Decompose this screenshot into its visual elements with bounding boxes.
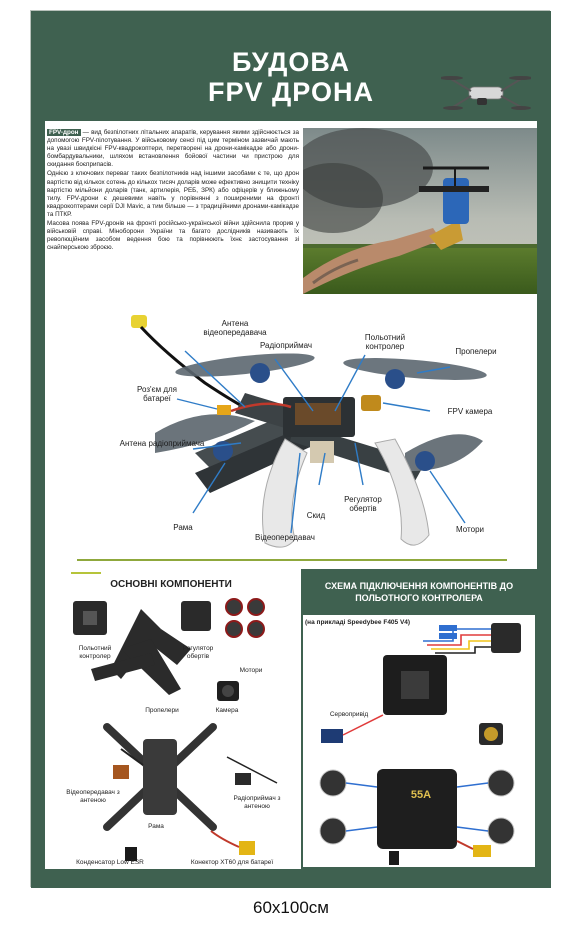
scheme-example: (на прикладі Speedybee F405 V4) [305, 619, 411, 626]
label-fpv-camera: FPV камера [447, 407, 493, 416]
intro-paragraph-3: Масова поява FPV-дронів на фронті російсько-української війни здійснила прорив у військовій справі. Міноборони України та багато дослідників називають їх революційним засобом ведення бою та порівнюють їхнє застосування зі снайперською зброєю. [47, 220, 299, 252]
components-panel [51, 569, 291, 869]
scheme-esc-brand: 55A [410, 789, 432, 801]
title-line-2: FPV ДРОНА [208, 77, 374, 107]
components-illustration [51, 569, 291, 869]
label-rx-antenna: Антена радіоприймача [119, 439, 205, 448]
label-vtx: Відеопередавач [255, 533, 315, 542]
mavic-drone-thumbnail [441, 65, 531, 119]
comp-capacitor: Конденсатор Low ESR [76, 859, 144, 866]
components-title: ОСНОВНІ КОМПОНЕНТИ [110, 579, 232, 590]
right-green-strip [537, 121, 551, 878]
scheme-servo: Сервопривід [329, 711, 369, 718]
bottom-green-band [31, 869, 551, 888]
label-battery-connector: Роз'єм для батареї [136, 385, 177, 403]
comp-esc: Регулятор обертів [182, 645, 214, 660]
comp-camera: Камера [215, 707, 239, 714]
esc-board [377, 769, 457, 849]
left-green-strip [31, 121, 45, 878]
wiring-diagram [303, 619, 535, 869]
label-skid: Скид [306, 511, 326, 520]
comp-vtx-antenna: Відеопередавач з антеною [66, 789, 120, 804]
label-esc: Регулятор обертів [344, 495, 382, 513]
fpv-drone-diagram [45, 303, 537, 561]
intro-highlight: FPV-дрон [49, 129, 79, 136]
label-receiver: Радіоприймач [259, 341, 313, 350]
label-vtx-antenna: Антена відеопередавача [203, 319, 267, 337]
label-frame: Рама [173, 523, 193, 532]
title-line-1: БУДОВА [231, 47, 351, 77]
intro-paragraph-1: — вид безпілотних літальних апаратів, керування якими здійснюється за допомогою FPV-пілотування. У військовому сенсі під цим терміном зазвичай мають на увазі швидкісні FPV-квадрокоптери, перетворені на дрони-камікадзе або дрони-бомбардувальники, шляхом встановлення бойової частини чи пристрою для скидання боєприпасів. [47, 129, 299, 169]
wiring-scheme-panel [301, 569, 537, 869]
drone-launch-photo [303, 128, 537, 294]
comp-propellers: Пропелери [145, 707, 179, 714]
scheme-title: СХЕМА ПІДКЛЮЧЕННЯ КОМПОНЕНТІВ ДО ПОЛЬОТНОГО КОНТРОЛЕРА [303, 571, 535, 615]
poster-board [30, 10, 550, 887]
comp-frame: Рама [148, 823, 164, 830]
label-propellers: Пропелери [455, 347, 497, 356]
intro-paragraph-2: Однією з ключових переваг таких безпілотників над іншими засобами є те, що дрон вартістю від кількох сотень до кількох тисяч доларів може ефективно знищити техніку вартістю мільйони доларів (танк, артилерія, РЕБ, ЗРК) або офіцерів у ближньому тилу. FPV-дрони є дешевими навіть у порівнянні з поширеними на фронті квадрокоптерами серії DJI Mavic, а тим більше — з традиційними дронами-камікадзе та ПТКР. [47, 170, 299, 218]
section-divider [77, 559, 507, 561]
poster-size-label: 60x100см [253, 898, 329, 917]
label-motors: Мотори [456, 525, 484, 534]
comp-xt60: Конектор XT60 для батареї [190, 859, 274, 866]
comp-rx-antenna: Радіоприймач з антеною [233, 795, 281, 810]
comp-motors: Мотори [239, 667, 263, 674]
receiver-module [491, 623, 521, 653]
intro-text [47, 129, 299, 253]
comp-flight-controller: Польотний контролер [78, 645, 112, 660]
label-flight-controller: Польотний контролер [364, 333, 406, 351]
vtx-antenna-shape [131, 315, 147, 328]
